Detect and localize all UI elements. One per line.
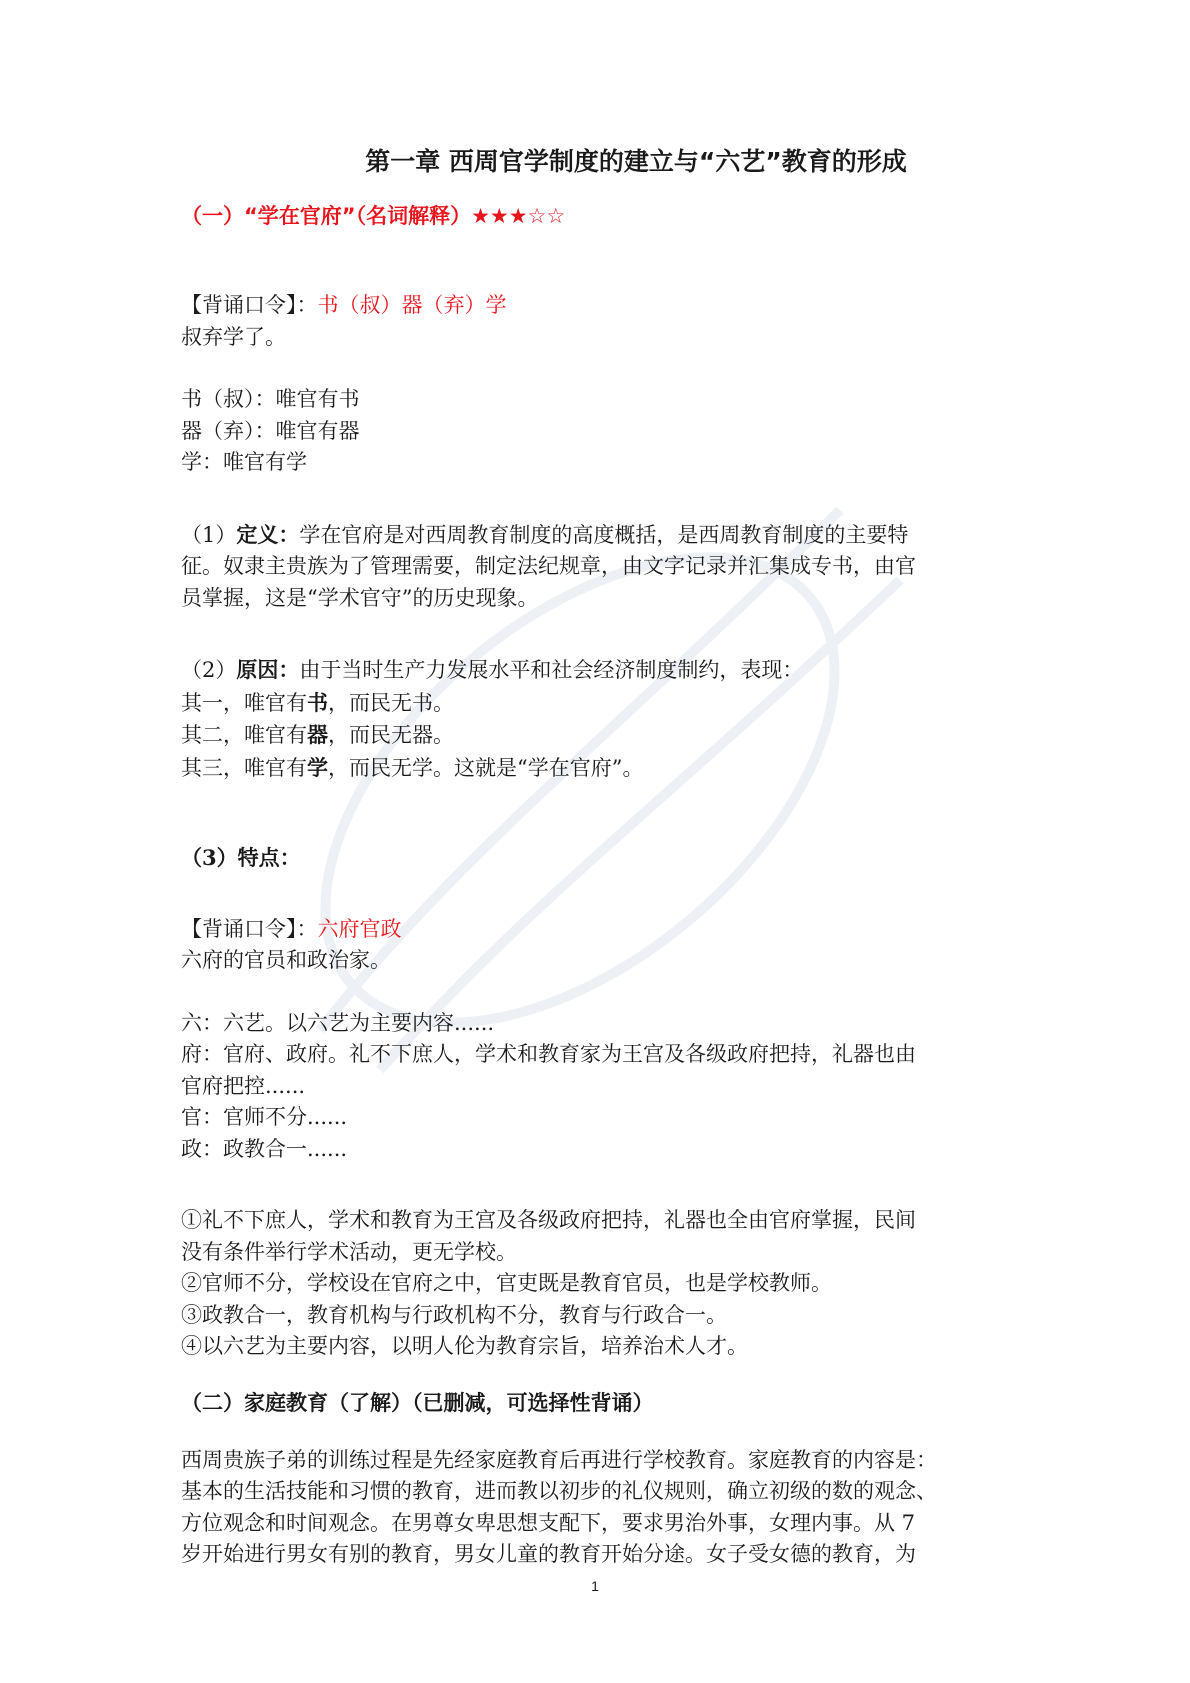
features-mapping-item: 官：官师不分...... — [181, 1105, 348, 1129]
section-heading-2: （二）家庭教育（了解）（已删减，可选择性背诵） — [181, 1390, 654, 1415]
definition-line: 员掌握，这是“学术官守”的历史现象。 — [181, 585, 539, 610]
features-mapping-item: 官府把控...... — [181, 1073, 306, 1098]
definition-line — [181, 519, 1021, 552]
mnemonic-phrase: 叔弃学了。 — [181, 324, 286, 349]
features-point: ③政教合一，教育机构与行政机构不分，教育与行政合一。 — [181, 1302, 727, 1327]
reason-item-key: 学 — [307, 754, 328, 780]
reason-item-post: ，而民无器。 — [328, 723, 454, 747]
mnemonic-phrase-2: 六府的官员和政治家。 — [181, 948, 391, 972]
reason-item — [181, 687, 1021, 720]
mapping-item: 书（叔）：唯官有书 — [181, 387, 360, 411]
paragraph-line: 西周贵族子弟的训练过程是先经家庭教育后再进行学校教育。家庭教育的内容是： — [181, 1447, 937, 1472]
mnemonic-line — [181, 290, 1021, 322]
reason-item-key: 器 — [307, 722, 328, 747]
reason-item-pre: 其三，唯官有 — [181, 755, 307, 780]
reason-item-pre: 其一，唯官有 — [181, 690, 307, 715]
features-heading: （3）特点： — [181, 845, 301, 870]
section-heading-1: （一）“学在官府”（名词解释）★★★☆☆ — [181, 204, 566, 228]
features-point: ②官师不分，学校设在官府之中，官吏既是教育官员，也是学校教师。 — [181, 1271, 832, 1295]
definition-label: 定义： — [236, 521, 300, 547]
reason-item — [181, 752, 1021, 785]
features-point: ④以六艺为主要内容，以明人伦为教育宗旨，培养治术人才。 — [181, 1334, 748, 1358]
definition-text: 学在官府是对西周教育制度的高度概括，是西周教育制度的主要特 — [299, 522, 909, 547]
features-mapping-item: 政：政教合一...... — [181, 1136, 348, 1161]
reason-item — [181, 719, 1021, 752]
mapping-item: 器（弃）：唯官有器 — [181, 418, 360, 443]
reason-prefix: （2） — [181, 658, 237, 682]
features-point: ①礼不下庶人，学术和教育为王宫及各级政府把持，礼器也全由官府掌握，民间 — [181, 1208, 916, 1232]
page-number: 1 — [591, 1578, 599, 1594]
chapter-title: 第一章 西周官学制度的建立与“六艺”教育的形成 — [365, 147, 907, 176]
document-body — [181, 140, 1021, 1571]
features-point: 没有条件举行学术活动，更无学校。 — [181, 1239, 517, 1264]
mnemonic-value: 书（叔）器（弃）学 — [317, 293, 507, 317]
mnemonic-line-2 — [181, 914, 1021, 946]
mnemonic-label-2: 【背诵口令】： — [181, 916, 318, 941]
paragraph-line: 方位观念和时间观念。在男尊女卑思想支配下，要求男治外事，女理内事。从 7 — [181, 1510, 916, 1535]
reason-item-key: 书 — [307, 689, 328, 715]
reason-intro: 由于当时生产力发展水平和社会经济制度制约，表现： — [299, 658, 804, 682]
reason-item-pre: 其二，唯官有 — [181, 723, 307, 747]
mnemonic-label: 【背诵口令】： — [181, 293, 318, 317]
reason-label: 原因： — [236, 657, 300, 682]
mapping-item: 学：唯官有学 — [181, 450, 307, 474]
reason-item-post: ，而民无学。这就是“学在官府”。 — [328, 755, 644, 780]
features-mapping-item: 六：六艺。以六艺为主要内容...... — [181, 1010, 495, 1035]
paragraph-line: 岁开始进行男女有别的教育，男女儿童的教育开始分途。女子受女德的教育，为 — [181, 1542, 916, 1566]
features-mapping-item: 府：官府、政府。礼不下庶人，学术和教育家为王宫及各级政府把持，礼器也由 — [181, 1042, 916, 1066]
paragraph-line: 基本的生活技能和习惯的教育，进而教以初步的礼仪规则，确立初级的数的观念、 — [181, 1479, 937, 1503]
definition-prefix: （1） — [181, 522, 237, 547]
reason-line — [181, 654, 1021, 687]
definition-line: 征。奴隶主贵族为了管理需要，制定法纪规章，由文字记录并汇集成专书，由官 — [181, 554, 916, 578]
mnemonic-value-2: 六府官政 — [317, 916, 402, 941]
reason-item-post: ，而民无书。 — [328, 690, 454, 715]
